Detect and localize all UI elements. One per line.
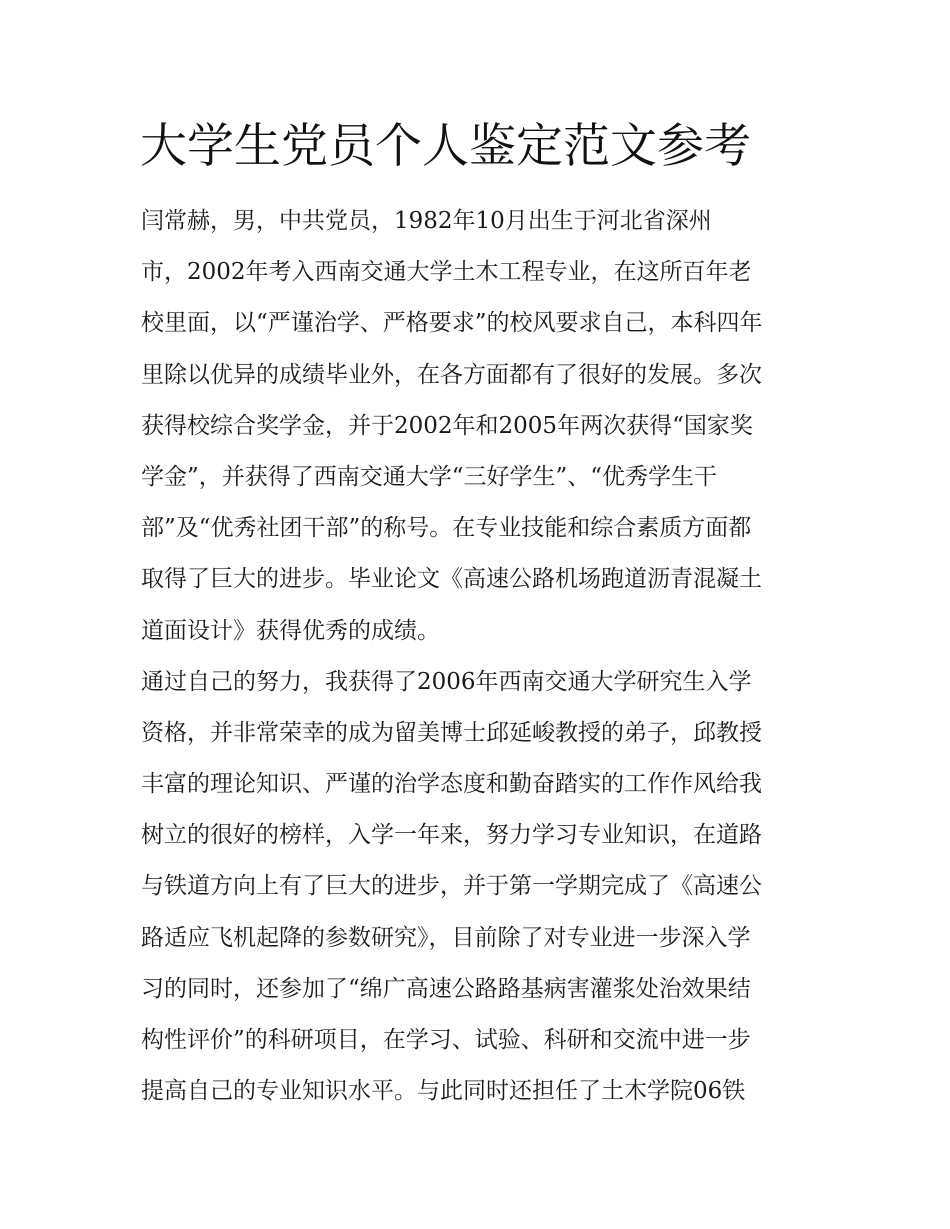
text-line: 部”及“优秀社团干部”的称号。在专业技能和综合素质方面都 bbox=[141, 515, 752, 542]
text-line: 习的同时，还参加了“绵广高速公路路基病害灌浆处治效果结 bbox=[141, 975, 751, 1002]
text-line: 学金”，并获得了西南交通大学“三好学生”、“优秀学生干 bbox=[141, 463, 718, 490]
text-line: 市，2002年考入西南交通大学土木工程专业，在这所百年老 bbox=[141, 259, 752, 286]
text-line: 道面设计》获得优秀的成绩。 bbox=[141, 617, 440, 644]
text-line: 闫常赫，男，中共党员，1982年10月出生于河北省深州 bbox=[141, 208, 712, 234]
text-line: 取得了巨大的进步。毕业论文《高速公路机场跑道沥青混凝土 bbox=[141, 566, 762, 593]
text-line: 提高自己的专业知识水平。与此同时还担任了土木学院06铁 bbox=[141, 1078, 746, 1105]
paragraph bbox=[141, 196, 821, 657]
text-line: 树立的很好的榜样，入学一年来，努力学习专业知识，在道路 bbox=[141, 822, 762, 849]
text-line: 与铁道方向上有了巨大的进步，并于第一学期完成了《高速公 bbox=[141, 873, 762, 900]
text-line: 路适应飞机起降的参数研究》，目前除了对专业进一步深入学 bbox=[141, 924, 751, 951]
text-line: 通过自己的努力，我获得了2006年西南交通大学研究生入学 bbox=[141, 668, 752, 695]
text-line: 资格，并非常荣幸的成为留美博士邱延峻教授的弟子，邱教授 bbox=[141, 719, 762, 746]
text-line: 获得校综合奖学金，并于2002年和2005年两次获得“国家奖 bbox=[141, 412, 753, 439]
text-line: 丰富的理论知识、严谨的治学态度和勤奋踏实的工作作风给我 bbox=[141, 771, 762, 798]
document-body bbox=[141, 196, 821, 1117]
paragraph bbox=[141, 657, 821, 1118]
text-line: 校里面，以“严谨治学、严格要求”的校风要求自己，本科四年 bbox=[141, 310, 763, 337]
text-line: 构性评价”的科研项目，在学习、试验、科研和交流中进一步 bbox=[141, 1027, 751, 1053]
document-title: 大学生党员个人鉴定范文参考 bbox=[140, 119, 751, 174]
text-line: 里除以优异的成绩毕业外，在各方面都有了很好的发展。多次 bbox=[141, 361, 762, 388]
